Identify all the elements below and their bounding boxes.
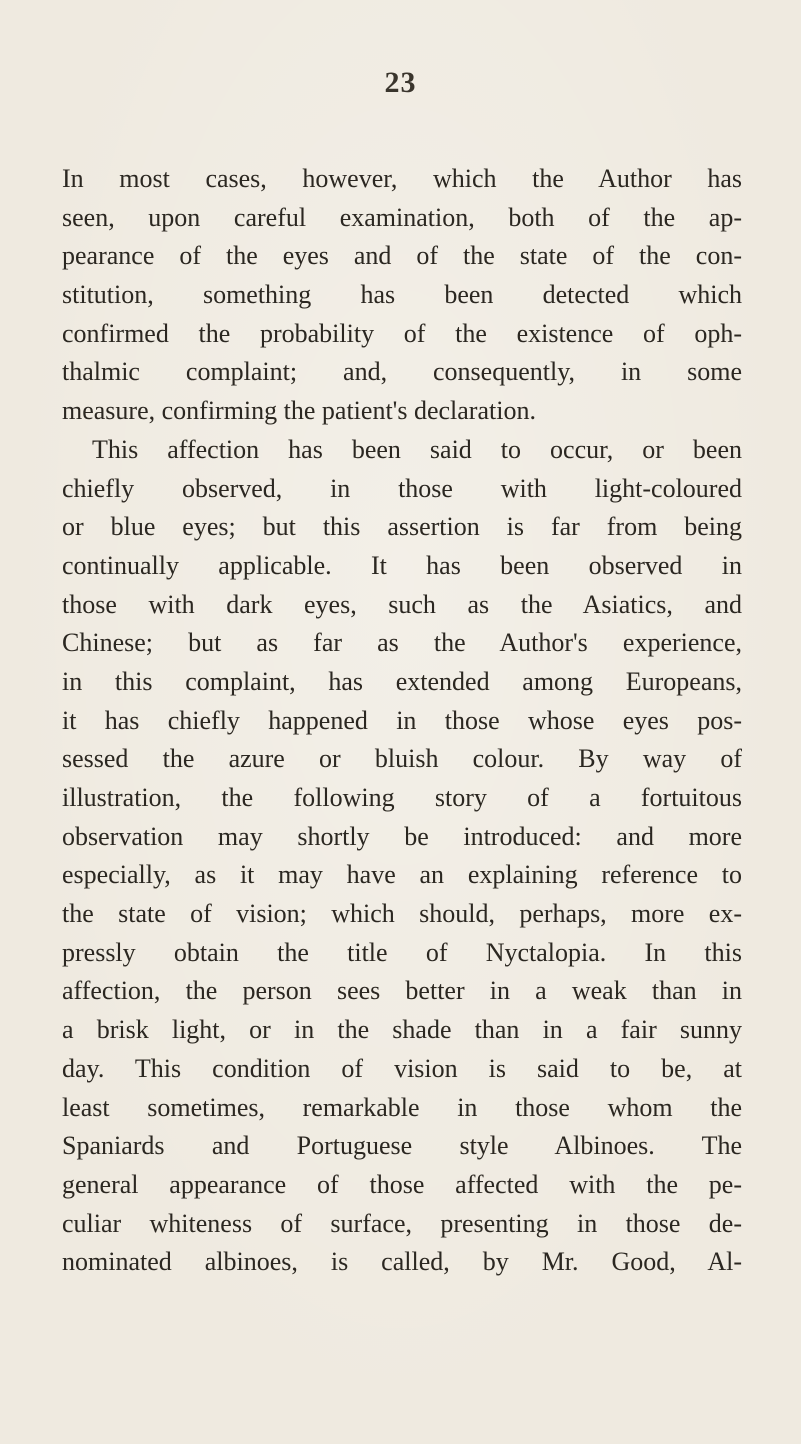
text-line: thalmic complaint; and, consequently, in some [62,357,742,387]
text-line: chiefly observed, in those with light-coloured [62,473,742,503]
text-line: confirmed the probability of the existence of oph- [62,318,742,348]
text-line: the state of vision; which should, perhaps, more ex- [62,899,742,929]
text-line: day. This condition of vision is said to be, at [62,1053,742,1083]
text-line: affection, the person sees better in a weak than in [62,976,742,1006]
text-line: it has chiefly happened in those whose eyes pos- [62,705,742,735]
text-line: observation may shortly be introduced: and more [62,821,742,851]
text-line: stitution, something has been detected which [62,280,742,310]
text-line: seen, upon careful examination, both of the ap- [62,202,742,232]
text-line: measure, confirming the patient's declaration. [62,396,536,426]
text-line: This affection has been said to occur, or been [92,434,742,464]
text-line: or blue eyes; but this assertion is far from being [62,512,742,542]
text-line: general appearance of those affected with the pe- [62,1169,742,1199]
text-line: least sometimes, remarkable in those whom the [62,1092,742,1122]
text-line: pressly obtain the title of Nyctalopia. In this [62,937,742,967]
text-line: Spaniards and Portuguese style Albinoes. The [62,1131,742,1161]
page-number: 23 [384,66,417,99]
text-line: continually applicable. It has been observed in [62,550,742,580]
text-line: Chinese; but as far as the Author's experience, [62,628,742,658]
text-line: especially, as it may have an explaining reference to [62,860,742,890]
text-line: a brisk light, or in the shade than in a fair sunny [62,1015,742,1045]
text-line: nominated albinoes, is called, by Mr. Good, Al- [62,1247,742,1277]
text-line: illustration, the following story of a fortuitous [62,783,742,812]
text-line: those with dark eyes, such as the Asiatics, and [62,589,742,619]
body-text [62,160,742,1282]
text-line: culiar whiteness of surface, presenting in those de- [62,1208,742,1238]
text-line: In most cases, however, which the Author has [62,164,742,193]
text-line: in this complaint, has extended among Europeans, [62,666,742,696]
text-line: sessed the azure or bluish colour. By way of [62,744,742,774]
text-line: pearance of the eyes and of the state of the con- [62,241,742,271]
